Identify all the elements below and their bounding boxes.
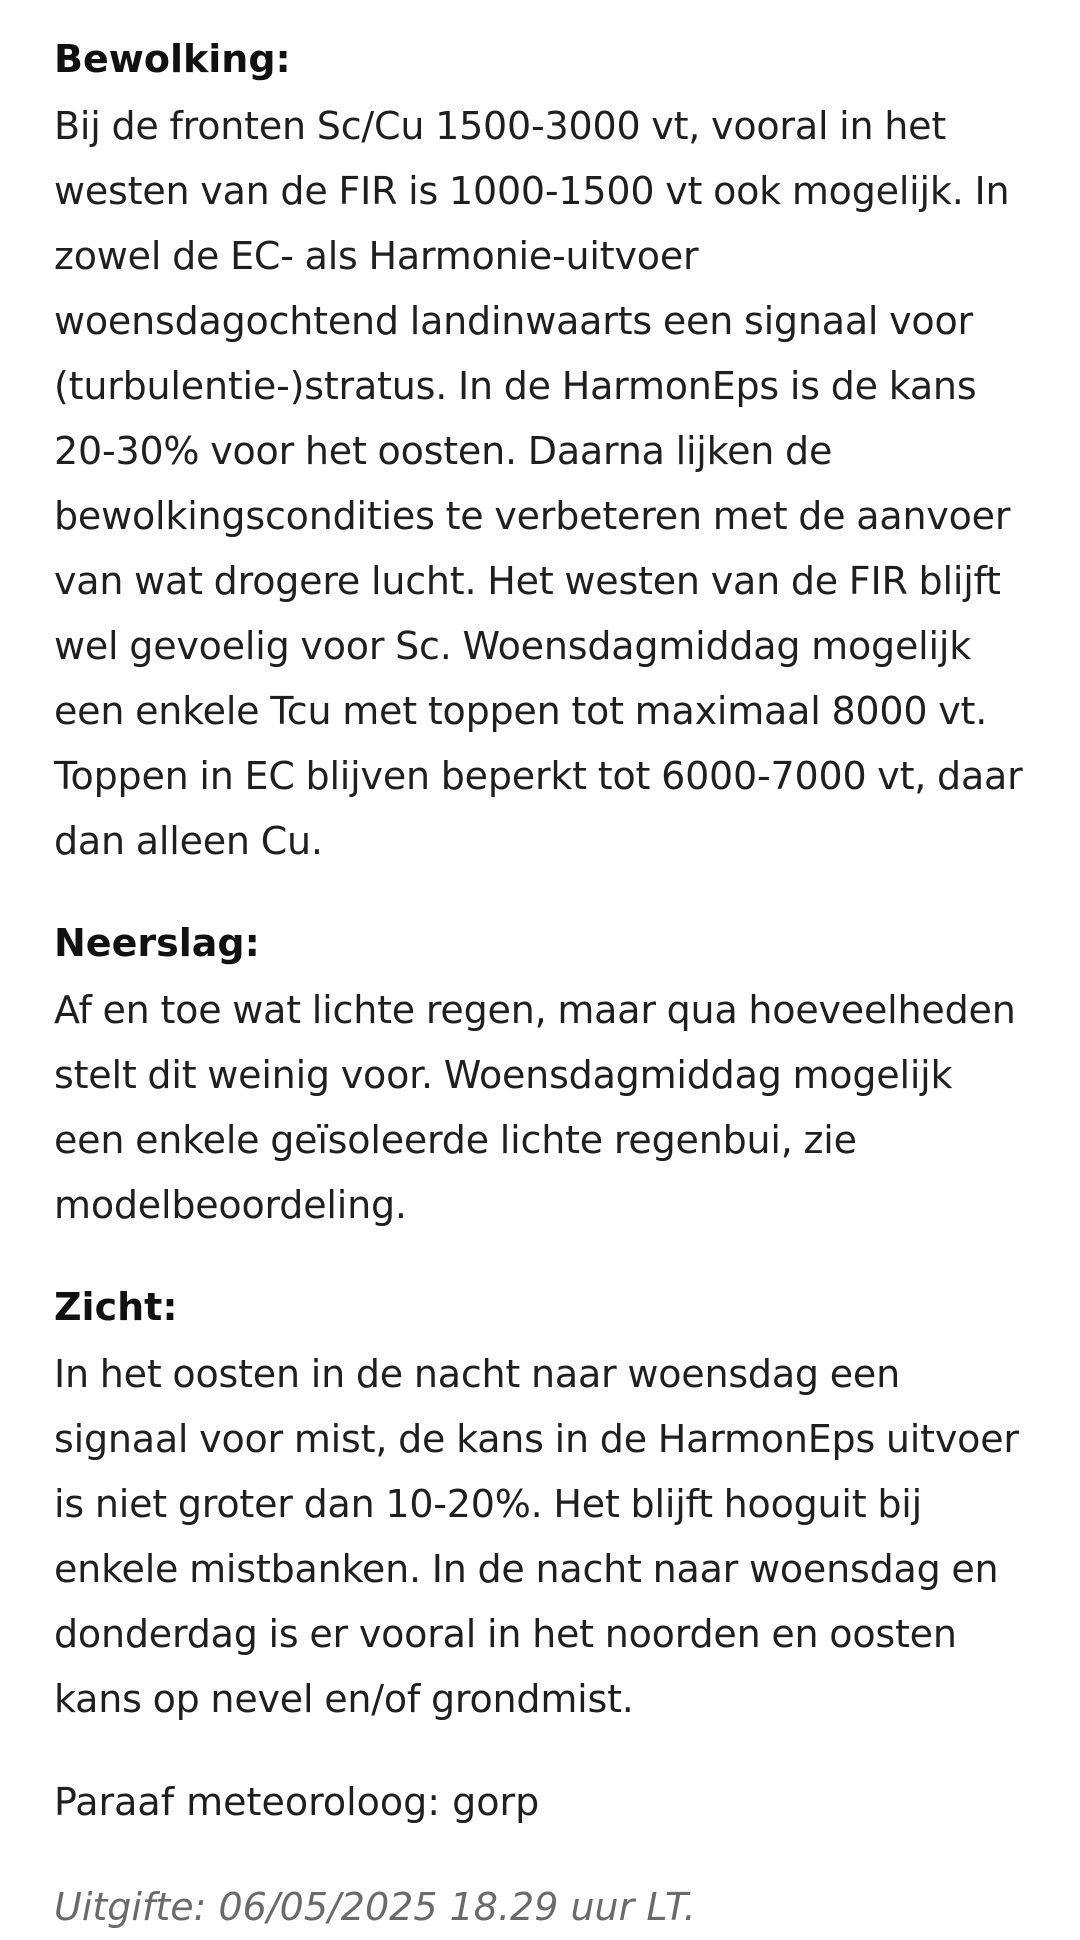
section-neerslag bbox=[54, 912, 1026, 1238]
section-heading-zicht: Zicht: bbox=[54, 1285, 178, 1329]
section-text-zicht: In het oosten in de nacht naar woensdag een signaal voor mist, de kans in de HarmonEps uitvoer is niet groter dan 10-20%. Het blijft hooguit bij enkele mistbanken. In de nacht naar woensdag en donderdag is er vooral in het noorden en oosten kans op nevel en/of grondmist. bbox=[54, 1352, 1019, 1721]
issue-timestamp: Uitgifte: 06/05/2025 18.29 uur LT. bbox=[54, 1885, 696, 1929]
section-heading-neerslag: Neerslag: bbox=[54, 921, 260, 965]
section-zicht bbox=[54, 1276, 1026, 1732]
section-bewolking bbox=[54, 28, 1026, 874]
section-heading-bewolking: Bewolking: bbox=[54, 37, 291, 81]
meteorologist-signoff: Paraaf meteoroloog: gorp bbox=[54, 1780, 540, 1824]
section-text-neerslag: Af en toe wat lichte regen, maar qua hoeveelheden stelt dit weinig voor. Woensdagmiddag mogelijk een enkele geïsoleerde lichte regenbui, zie modelbeoordeling. bbox=[54, 988, 1016, 1227]
section-text-bewolking: Bij de fronten Sc/Cu 1500-3000 vt, vooral in het westen van de FIR is 1000-1500 vt ook mogelijk. In zowel de EC- als Harmonie-uitvoer woensdagochtend landinwaarts een signaal voor (turbulentie-)stratus. In de HarmonEps is de kans 20-30% voor het oosten. Daarna lijken de bewolkingscondities te verbeteren met de aanvoer van wat drogere lucht. Het westen van de FIR blijft wel gevoelig voor Sc. Woensdagmiddag mogelijk een enkele Tcu met toppen tot maximaal 8000 vt. Toppen in EC blijven beperkt tot 6000-7000 vt, daar dan alleen Cu. bbox=[54, 104, 1023, 863]
